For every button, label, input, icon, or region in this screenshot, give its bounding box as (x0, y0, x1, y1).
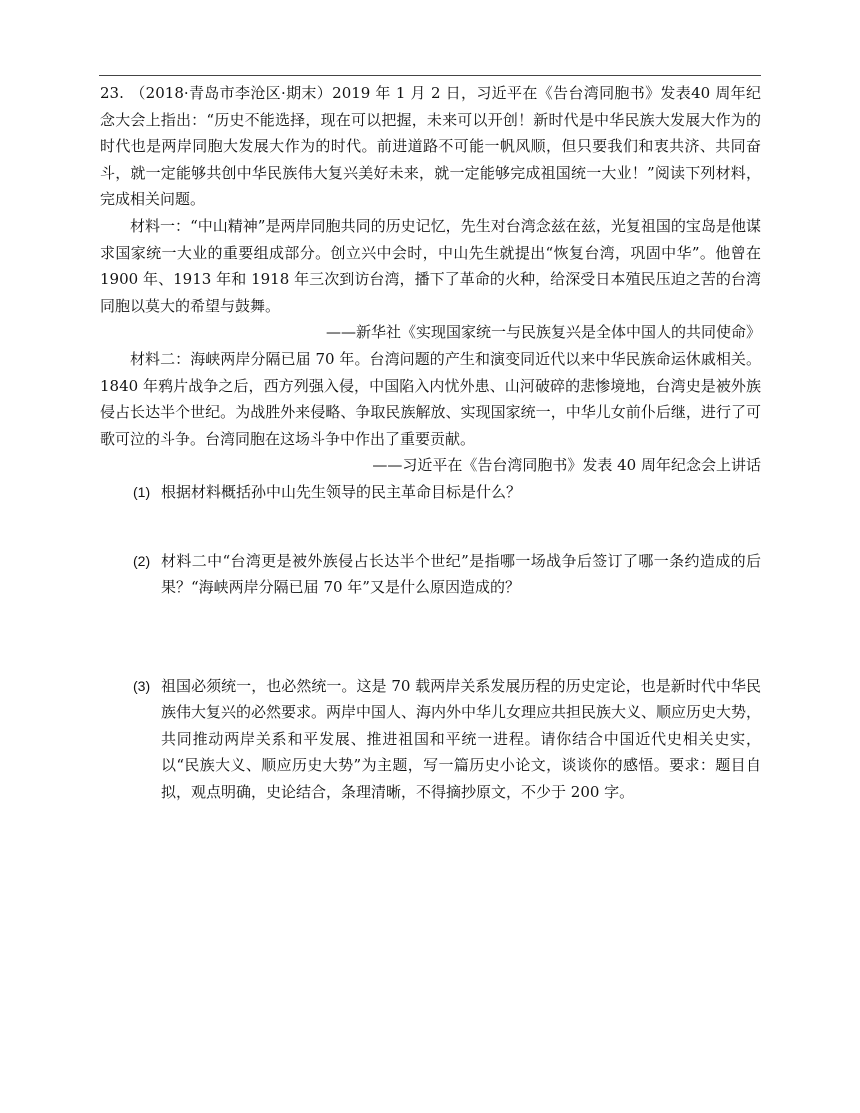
answer-space-2 (100, 601, 761, 673)
subquestion-1-number: (1) (133, 483, 151, 500)
subquestion-2-text: 材料二中“台湾更是被外族侵占长达半个世纪”是指哪一场战争后签订了哪一条约造成的后果？“海峡两岸分隔已届 70 年”又是什么原因造成的？ (161, 551, 761, 597)
material-2-source: ——习近平在《告台湾同胞书》发表 40 周年纪念会上讲话 (372, 456, 761, 475)
question-intro-text: （2018·青岛市李沧区·期末）2019 年 1 月 2 日，习近平在《告台湾同胞书》发表40 周年纪念大会上指出：“历史不能选择，现在可以把握，未来可以开创！新时代是中华民族大发展大作为的时代也是两岸同胞大发展大作为的时代。前进道路不可能一帆风顺，但只要我们和衷共济、共同奋斗，就一定能够共创中华民族伟大复兴美好未来，就一定能够完成祖国统一大业！”阅读下列材料，完成相关问题。 (100, 84, 761, 209)
top-divider (99, 75, 761, 76)
subquestion-2-number: (2) (133, 552, 151, 569)
subquestion-3-number: (3) (133, 677, 151, 694)
material-1-text: 材料一：“中山精神”是两岸同胞共同的历史记忆，先生对台湾念兹在兹，光复祖国的宝岛是他谋求国家统一大业的重要组成部分。创立兴中会时，中山先生就提出“恢复台湾，巩固中华”。他曾在 1900 年、1913 年和 1918 年三次到访台湾，播下了革命的火种，给深受日本殖民压迫之苦的台湾同胞以莫大的希望与鼓舞。 (100, 216, 761, 315)
material-2-text: 材料二：海峡两岸分隔已届 70 年。台湾问题的产生和演变同近代以来中华民族命运休戚相关。1840 年鸦片战争之后，西方列强入侵，中国陷入内忧外患、山河破碎的悲惨境地，台湾史是被外族侵占长达半个世纪。为战胜外来侵略、争取民族解放、实现国家统一，中华儿女前仆后继，进行了可歌可泣的斗争。台湾同胞在这场斗争中作出了重要贡献。 (100, 349, 761, 448)
subquestion-2 (100, 548, 761, 601)
subquestion-3 (100, 673, 761, 806)
question-number: 23. (100, 84, 124, 102)
subquestion-1-text: 根据材料概括孙中山先生领导的民主革命目标是什么？ (161, 482, 522, 501)
answer-space-1 (100, 506, 761, 548)
subquestion-3-text: 祖国必须统一，也必然统一。这是 70 载两岸关系发展历程的历史定论，也是新时代中华民族伟大复兴的必然要求。两岸中国人、海内外中华儿女理应共担民族大义、顺应历史大势，共同推动两岸关系和平发展、推进祖国和平统一进程。请你结合中国近代史相关史实，以“民族大义、顺应历史大势”为主题，写一篇历史小论文，谈谈你的感悟。要求：题目自拟，观点明确，史论结合，条理清晰，不得摘抄原文，不少于 200 字。 (161, 676, 762, 802)
question-block (100, 80, 761, 806)
material-1-source: ——新华社《实现国家统一与民族复兴是全体中国人的共同使命》 (325, 323, 761, 342)
subquestion-1 (100, 479, 761, 506)
question-intro (100, 80, 761, 213)
